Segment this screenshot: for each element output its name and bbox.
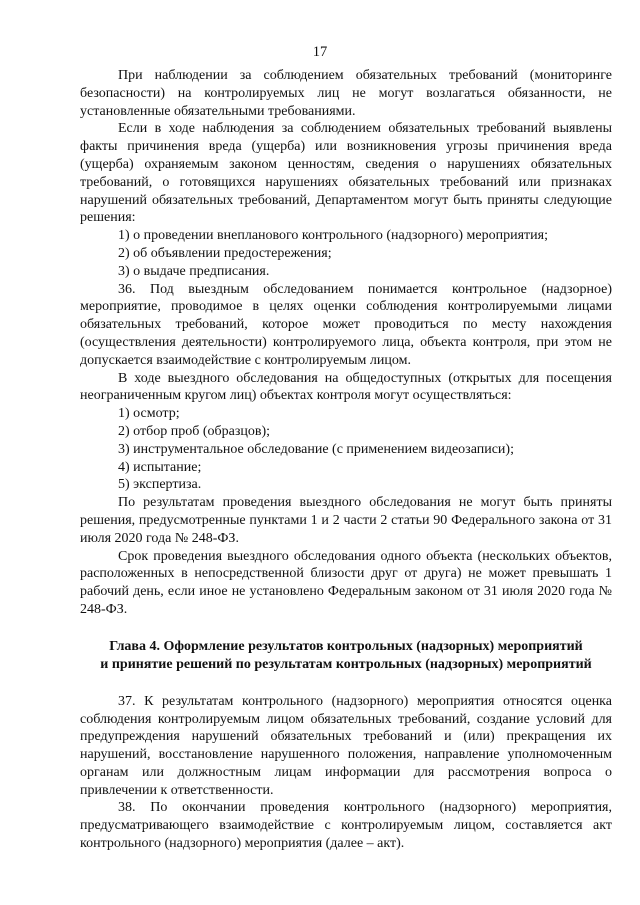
paragraph-inspection-term: Срок проведения выездного обследования одного объекта (нескольких объектов, расположенных в непосредственной близости друг от друга) не может превышать 1 рабочий день, если иное не установлено Федеральным законом от 31 июля 2020 года № 248-ФЗ. (80, 548, 612, 617)
decisions-list (80, 227, 612, 280)
paragraph-monitoring-obligations: При наблюдении за соблюдением обязательных требований (мониторинге безопасности) на контролируемых лиц не могут возлагаться обязанности, не установленные обязательными требованиями. (80, 68, 612, 119)
document-body (80, 67, 612, 853)
paragraph-item-38: 38. По окончании проведения контрольного (надзорного) мероприятия, предусматривающего взаимодействие с контролируемым лицом, составляется акт контрольного (надзорного) мероприятия (далее – акт). (80, 800, 612, 852)
chapter-4-heading (80, 638, 612, 674)
list-item: 2) отбор проб (образцов); (118, 423, 271, 439)
paragraph-item-36: 36. Под выездным обследованием понимается контрольное (надзорное) мероприятие, проводимое в целях оценки соблюдения контролируемыми лицами обязательных требований, которое может проводиться по месту нахождения (осуществления деятельности) контролируемого лица, объекта контроля, при этом не допускается взаимодействие с контролируемым лицом. (80, 281, 612, 368)
inspection-actions-list (80, 405, 612, 494)
list-item: 3) инструментальное обследование (с применением видеозаписи); (118, 441, 514, 457)
list-item: 2) об объявлении предостережения; (118, 245, 332, 261)
paragraph-violations-found: Если в ходе наблюдения за соблюдением обязательных требований выявлены факты причинения вреда (ущерба) или возникновения угрозы причинения вреда (ущерба) охраняемым законом ценностям, сведения о нарушениях обязательных требований, о готовящихся нарушениях обязательных требований или признаках нарушений обязательных требований, Департаментом могут быть приняты следующие решения: (80, 121, 612, 226)
list-item: 1) осмотр; (118, 406, 180, 422)
list-item: 1) о проведении внепланового контрольного (надзорного) мероприятия; (118, 228, 548, 244)
paragraph-item-37: 37. К результатам контрольного (надзорного) мероприятия относятся оценка соблюдения контролируемым лицом обязательных требований, создание условий для предупреждения нарушений обязательных требований и (или) прекращения их нарушений, восстановление нарушенного положения, направление уполномоченным органам или должностным лицам информации для рассмотрения вопроса о привлечении к ответственности. (80, 693, 612, 798)
page-number: 17 (312, 44, 328, 60)
list-item: 4) испытание; (118, 459, 202, 475)
chapter-title-line-1: Глава 4. Оформление результатов контрольных (надзорных) мероприятий (109, 638, 583, 654)
chapter-title-line-2: и принятие решений по результатам контрольных (надзорных) мероприятий (100, 656, 592, 672)
paragraph-results-restriction: По результатам проведения выездного обследования не могут быть приняты решения, предусмотренные пунктами 1 и 2 части 2 статьи 90 Федерального закона от 31 июля 2020 года № 248-ФЗ. (80, 495, 612, 546)
list-item: 3) о выдаче предписания. (118, 263, 270, 279)
list-item: 5) экспертиза. (118, 477, 202, 493)
paragraph-inspection-actions-intro: В ходе выездного обследования на общедоступных (открытых для посещения неограниченным кругом лиц) объектах контроля могут осуществляться: (80, 370, 612, 404)
